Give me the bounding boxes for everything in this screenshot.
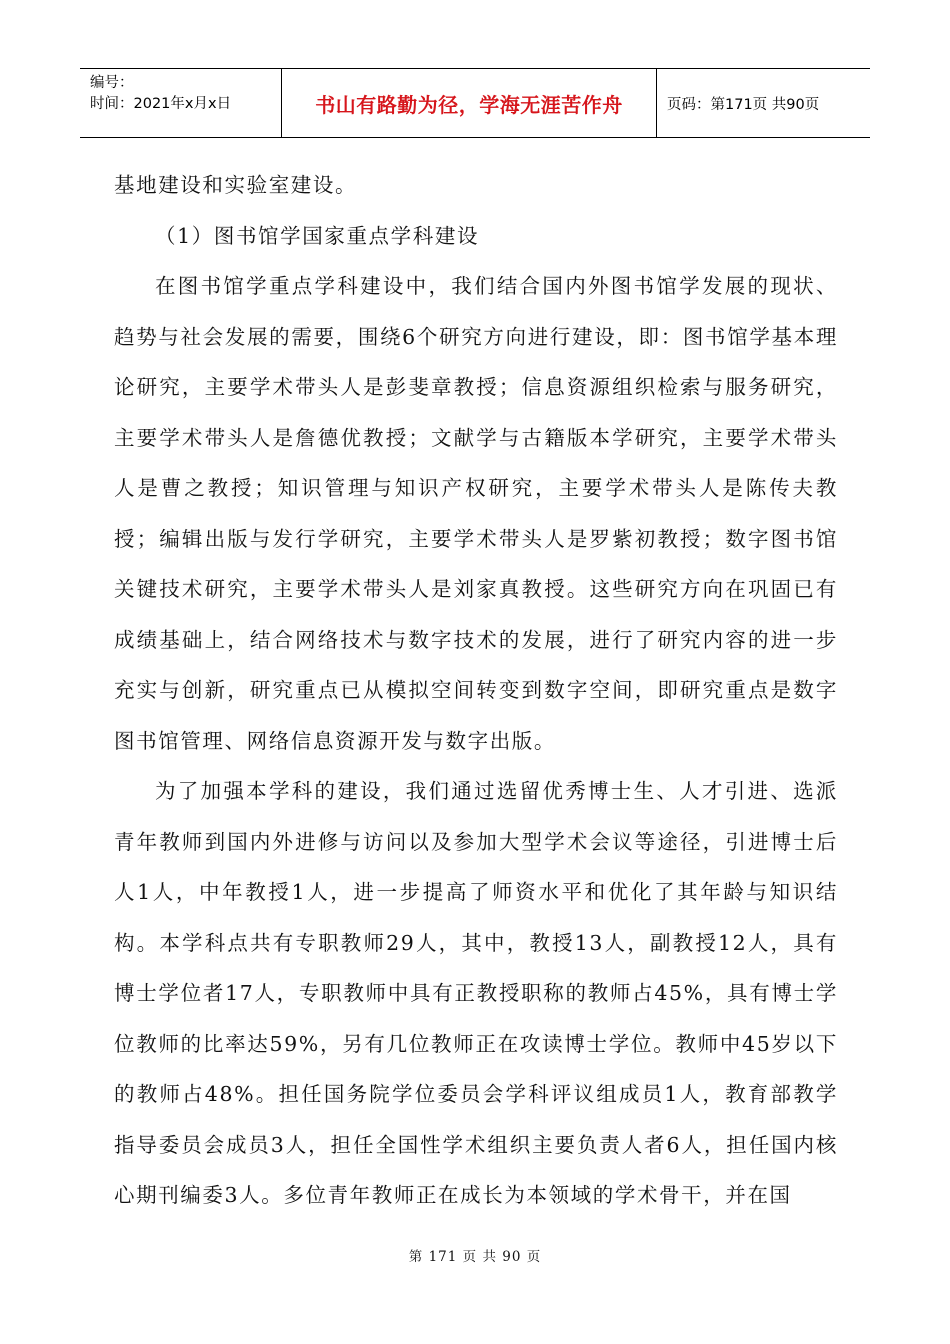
header-motto-cell	[282, 69, 657, 137]
page-header	[80, 68, 870, 138]
document-number-label: 编号：	[90, 75, 134, 91]
paragraph-faculty: 为了加强本学科的建设，我们通过选留优秀博士生、人才引进、选派青年教师到国内外进修与访问以及参加大型学术会议等途径，引进博士后人1人，中年教授1人，进一步提高了师资水平和优化了其年龄与知识结构。本学科点共有专职教师29人，其中，教授13人，副教授12人，具有博士学位者17人，专职教师中具有正教授职称的教师占45%，具有博士学位教师的比率达59%，另有几位教师正在攻读博士学位。教师中45岁以下的教师占48%。担任国务院学位委员会学科评议组成员1人，教育部教学指导委员会成员3人，担任全国性学术组织主要负责人者6人，担任国内核心期刊编委3人。多位青年教师正在成长为本领域的学术骨干，并在国	[114, 779, 838, 1207]
header-page-info: 页码：第171页 共90页	[667, 96, 820, 113]
document-body	[114, 160, 838, 1221]
page-footer	[0, 1245, 950, 1265]
header-motto: 书山有路勤为径，学海无涯苦作舟	[315, 92, 623, 117]
section-heading: （1）图书馆学国家重点学科建设	[155, 223, 480, 248]
header-page-info-cell	[657, 69, 870, 137]
header-meta	[80, 69, 282, 137]
paragraph-research-directions: 在图书馆学重点学科建设中，我们结合国内外图书馆学发展的现状、趋势与社会发展的需要，围绕6个研究方向进行建设，即：图书馆学基本理论研究，主要学术带头人是彭斐章教授；信息资源组织检索与服务研究，主要学术带头人是詹德优教授；文献学与古籍版本学研究，主要学术带头人是曹之教授；知识管理与知识产权研究，主要学术带头人是陈传夫教授；编辑出版与发行学研究，主要学术带头人是罗紫初教授；数字图书馆关键技术研究，主要学术带头人是刘家真教授。这些研究方向在巩固已有成绩基础上，结合网络技术与数字技术的发展，进行了研究内容的进一步充实与创新，研究重点已从模拟空间转变到数字空间，即研究重点是数字图书馆管理、网络信息资源开发与数字出版。	[114, 274, 838, 753]
paragraph-continuation: 基地建设和实验室建设。	[114, 173, 358, 197]
document-time-label: 时间：2021年x月x日	[90, 96, 232, 112]
footer-page-number: 第 171 页 共 90 页	[408, 1249, 542, 1265]
